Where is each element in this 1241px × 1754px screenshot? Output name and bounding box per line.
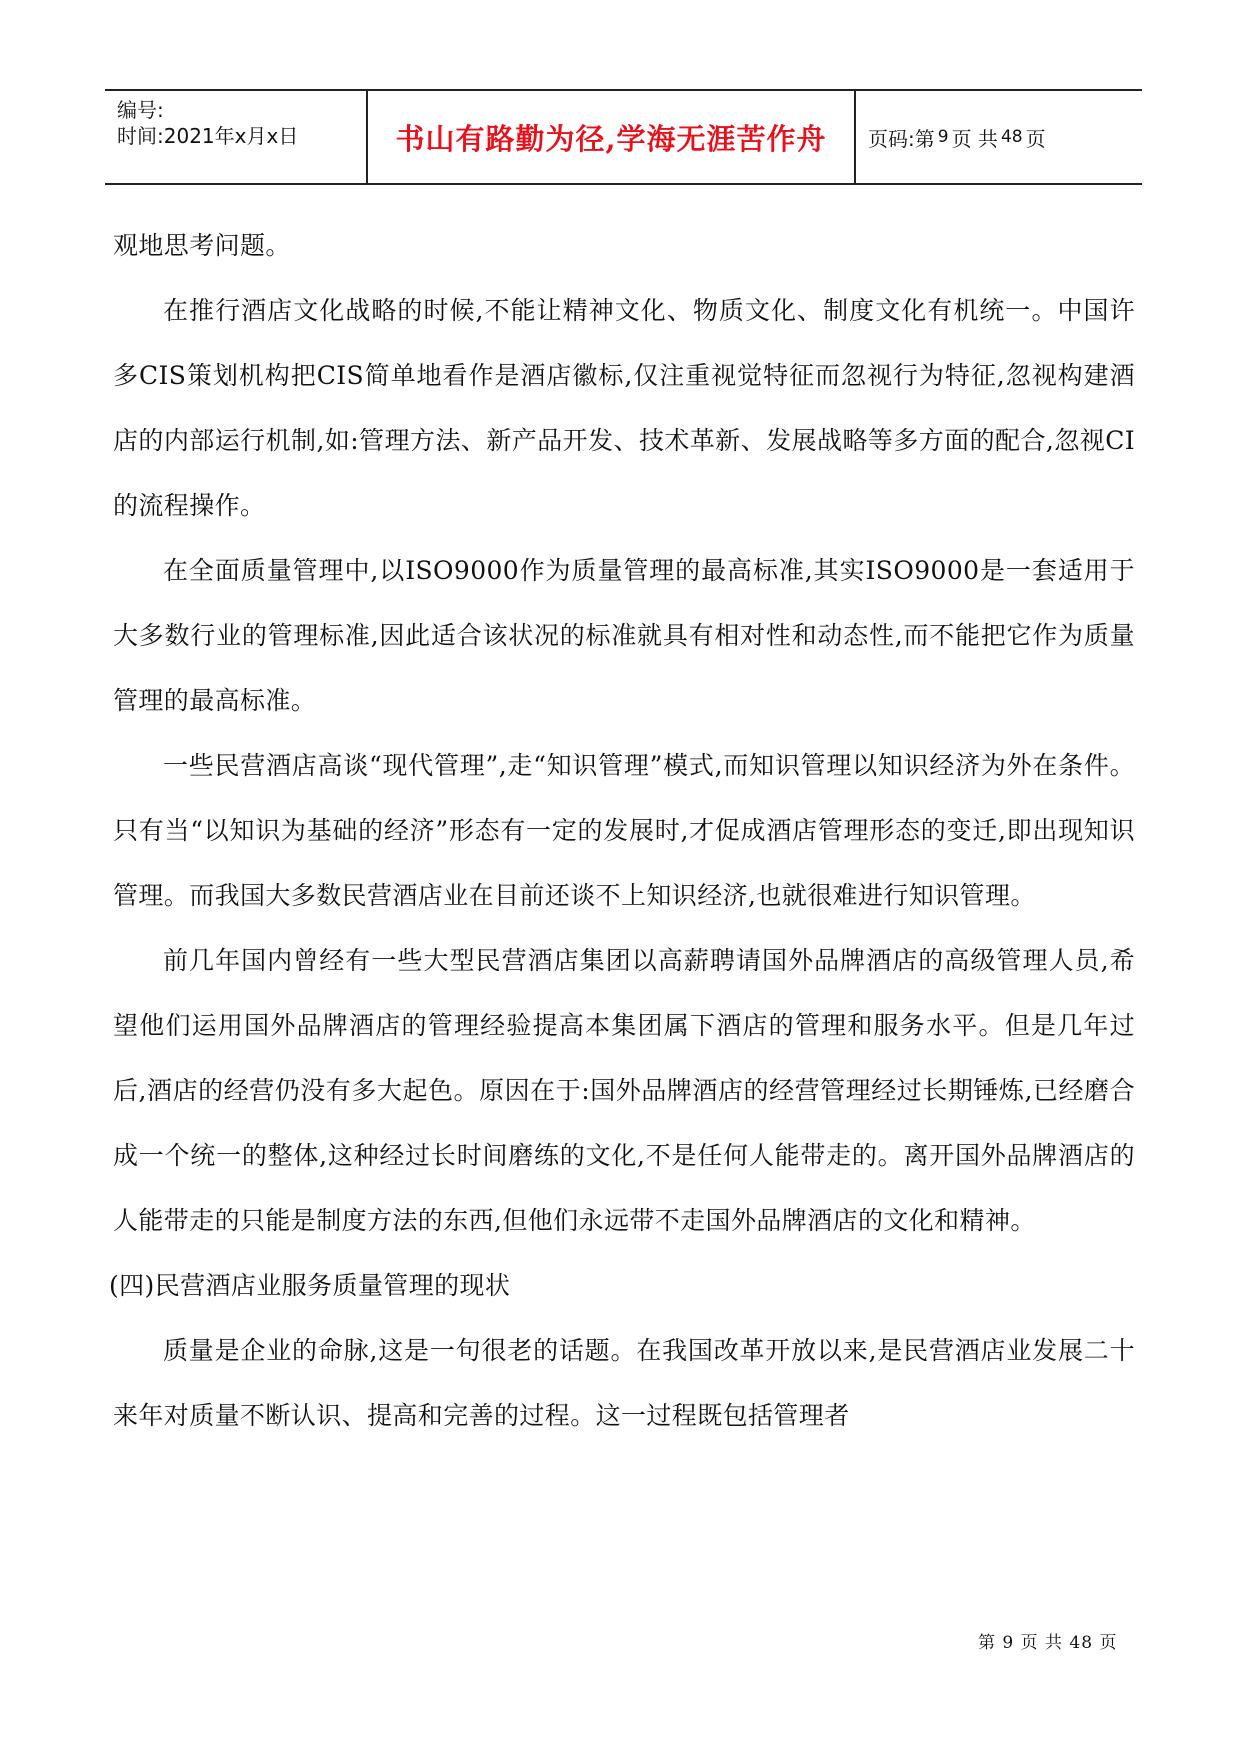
time-value: 2021年x月x日 <box>163 124 299 148</box>
header-motto-cell <box>368 91 856 183</box>
time-row <box>117 123 366 149</box>
paragraph-quality: 质量是企业的命脉,这是一句很老的话题。在我国改革开放以来,是民营酒店业发展二十来年对质量不断认识、提高和完善的过程。这一过程既包括管理者 <box>113 1336 1135 1430</box>
time-label: 时间: <box>117 124 164 148</box>
page-total: 48 <box>1000 127 1023 147</box>
page-middle: 页 共 <box>951 126 998 151</box>
section-heading: (四)民营酒店业服务质量管理的现状 <box>109 1271 511 1300</box>
header-meta <box>105 91 368 183</box>
paragraph-iso9000: 在全面质量管理中,以ISO9000作为质量管理的最高标准,其实ISO9000是一套适用于大多数行业的管理标准,因此适合该状况的标准就具有相对性和动态性,而不能把它作为质量管理的最高标准。 <box>113 556 1135 715</box>
paragraph-continued: 观地思考问题。 <box>113 231 291 260</box>
paragraph-culture-strategy: 在推行酒店文化战略的时候,不能让精神文化、物质文化、制度文化有机统一。中国许多CIS策划机构把CIS简单地看作是酒店徽标,仅注重视觉特征而忽视行为特征,忽视构建酒店的内部运行机制,如:管理方法、新产品开发、技术革新、发展战略等多方面的配合,忽视CI的流程操作。 <box>113 296 1135 520</box>
page-header <box>105 89 1142 185</box>
header-motto: 书山有路勤为径,学海无涯苦作舟 <box>395 121 827 156</box>
paragraph-knowledge-management: 一些民营酒店高谈“现代管理”,走“知识管理”模式,而知识管理以知识经济为外在条件。只有当“以知识为基础的经济”形态有一定的发展时,才促成酒店管理形态的变迁,即出现知识管理。而我国大多数民营酒店业在目前还谈不上知识经济,也就很难进行知识管理。 <box>113 751 1135 910</box>
document-body <box>109 213 1135 1448</box>
page-current: 9 <box>937 127 949 147</box>
header-page-number <box>856 91 1142 183</box>
page-footer: 第 9 页 共 48 页 <box>978 1633 1118 1653</box>
serial-label: 编号: <box>117 98 164 122</box>
page-suffix: 页 <box>1025 126 1046 151</box>
paragraph-foreign-managers: 前几年国内曾经有一些大型民营酒店集团以高薪聘请国外品牌酒店的高级管理人员,希望他们运用国外品牌酒店的管理经验提高本集团属下酒店的管理和服务水平。但是几年过后,酒店的经营仍没有多大起色。原因在于:国外品牌酒店的经营管理经过长期锤炼,已经磨合成一个统一的整体,这种经过长时间磨练的文化,不是任何人能带走的。离开国外品牌酒店的人能带走的只能是制度方法的东西,但他们永远带不走国外品牌酒店的文化和精神。 <box>113 946 1135 1235</box>
page-prefix: 页码:第 <box>868 126 935 151</box>
